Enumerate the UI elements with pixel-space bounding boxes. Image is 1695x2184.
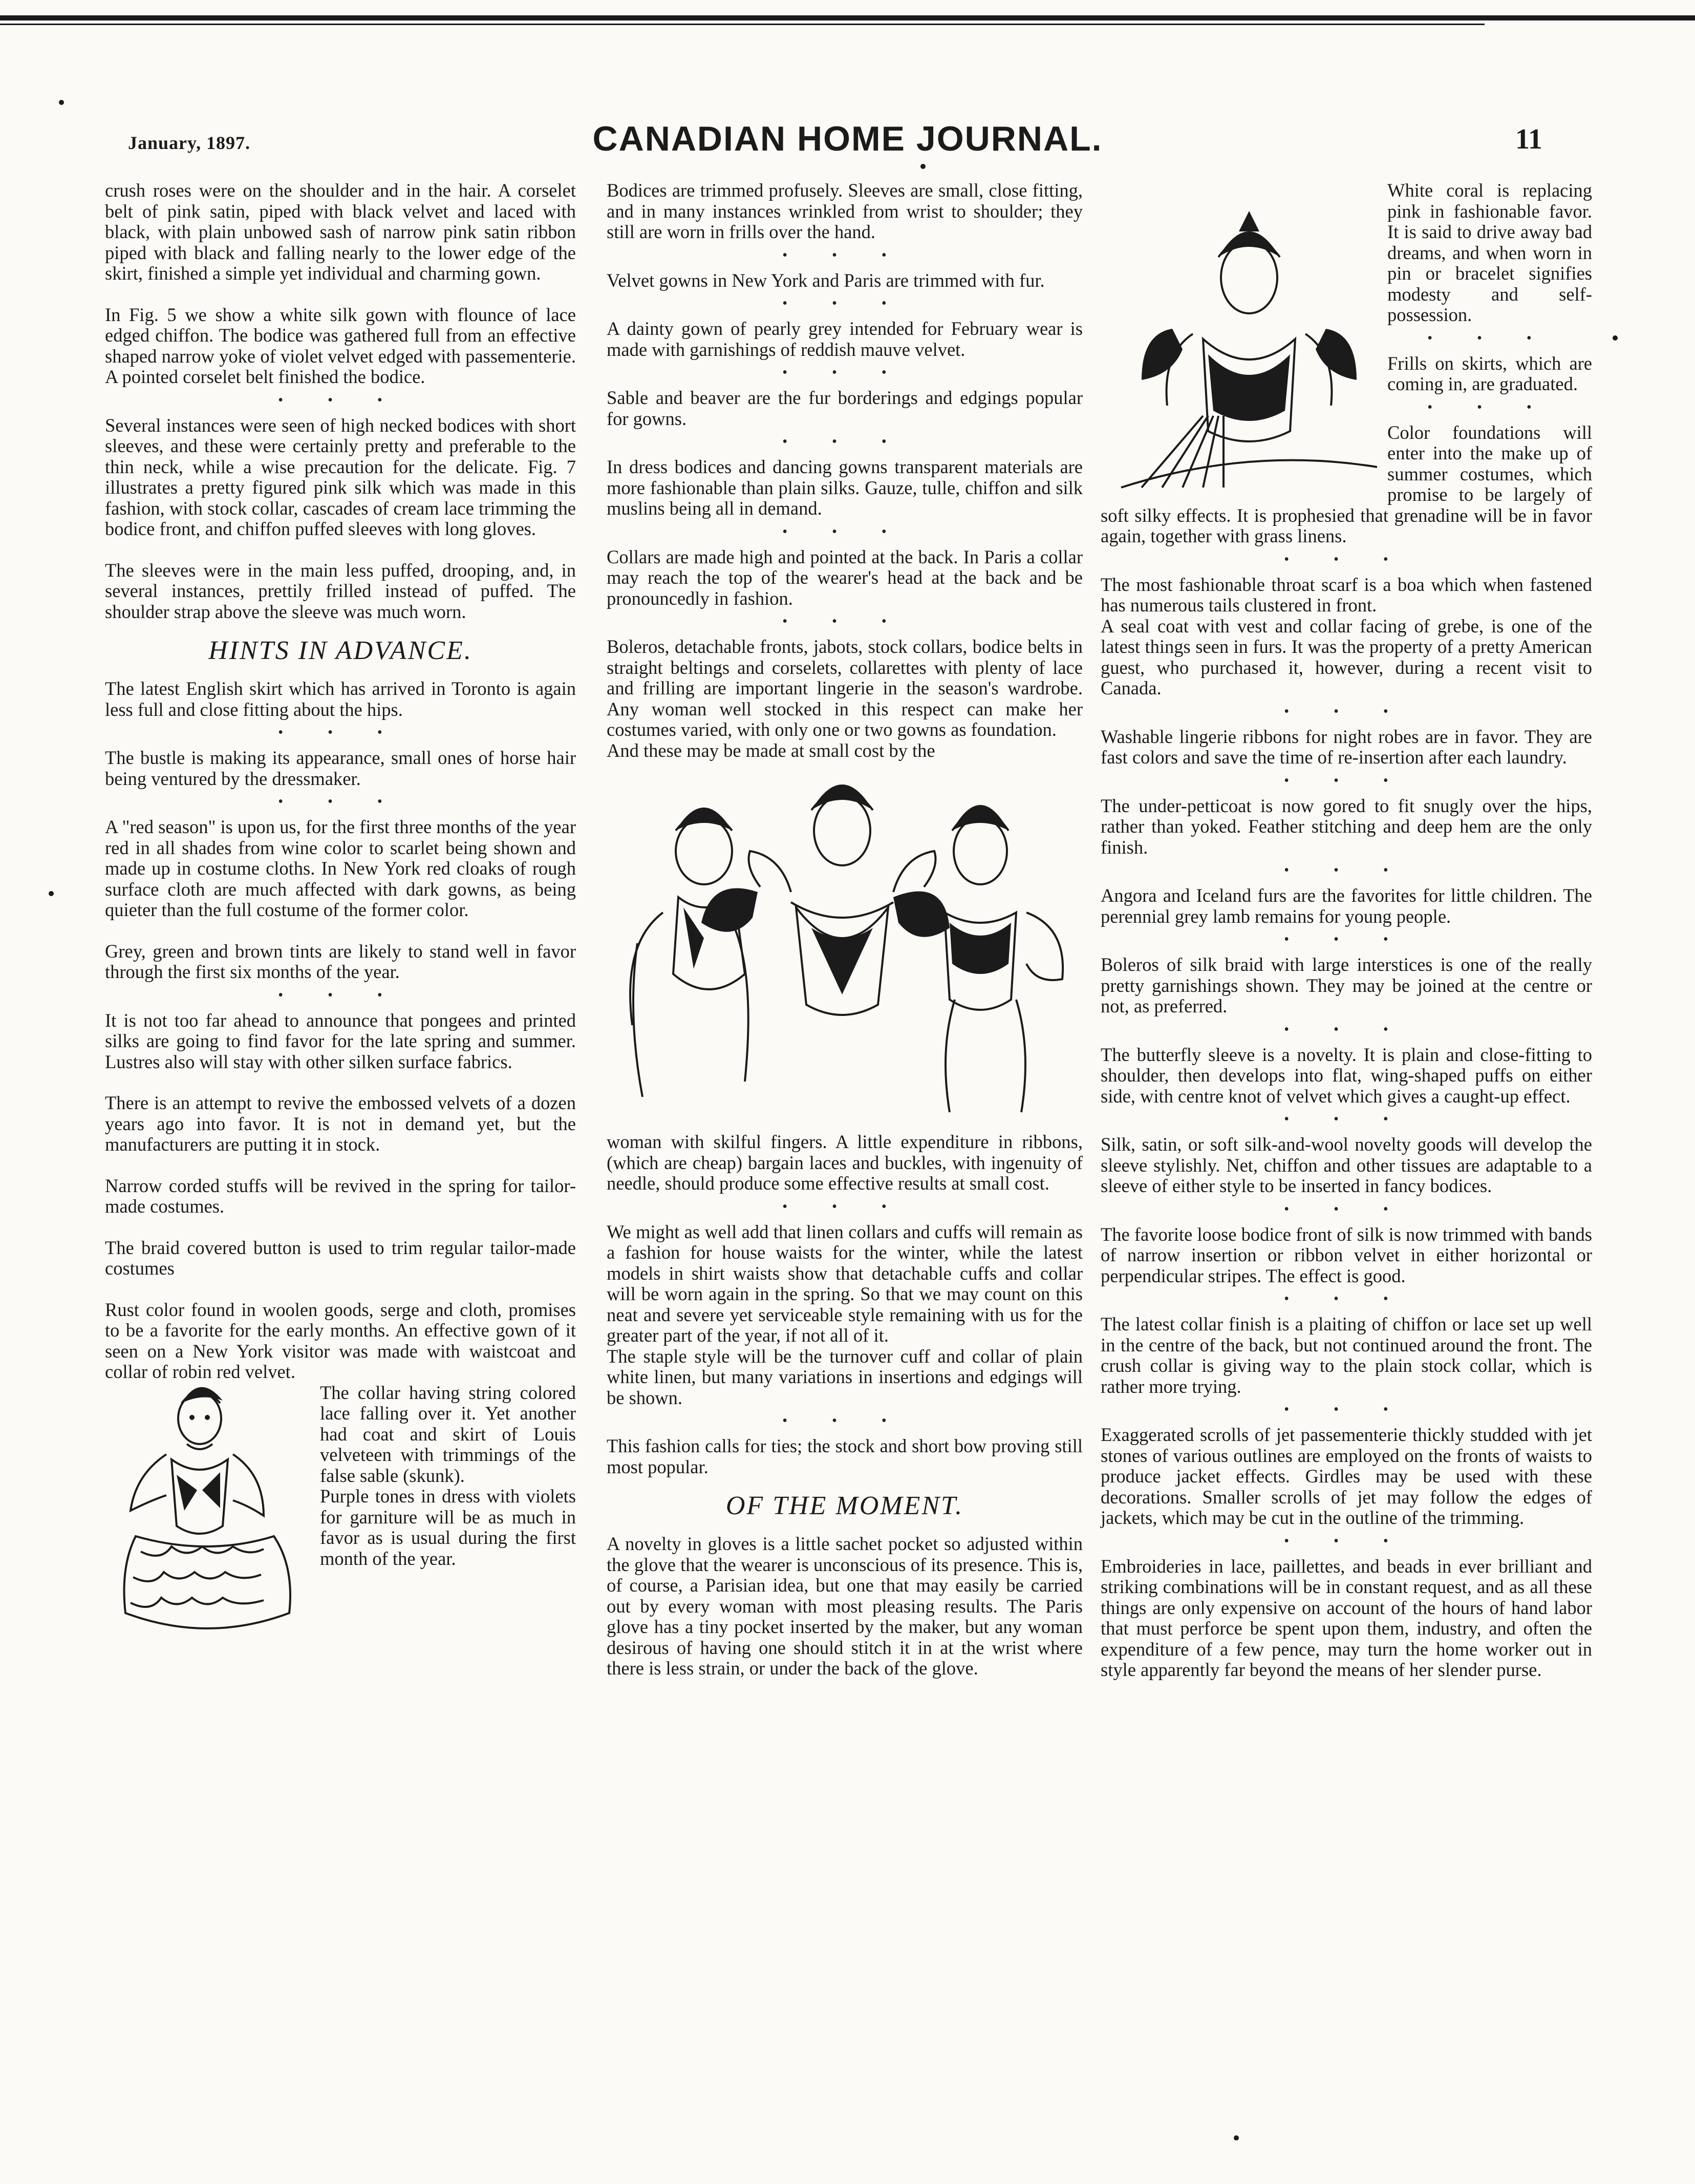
paragraph: The braid covered button is used to trim regular tailor-made costumes — [105, 1237, 576, 1279]
ruffled-gown-illustration — [105, 1383, 310, 1649]
section-heading-hints: HINTS IN ADVANCE. — [208, 636, 473, 665]
paragraph: Frills on skirts, which are coming in, are graduated. — [1387, 352, 1592, 394]
separator-dots: • • • — [782, 523, 907, 540]
column-1 — [105, 180, 576, 1651]
paragraph: Exaggerated scrolls of jet passementerie thickly studded with jet stones of various outlines are employed on the fronts of waists to produce jacket effects. Girdles may be used with these decorations. Smaller scrolls of jet may follow the edges of jackets, which may be cut in the outline of the trimming. — [1101, 1424, 1592, 1528]
paragraph: Boleros, detachable fronts, jabots, stock collars, bodice belts in straight beltings and corselets, collarettes with plenty of lace and frilling are important lingerie in the season's wardrobe. Any woman well stocked in this respect can make her costumes varied, with only one or two gowns as foundation. — [607, 636, 1083, 740]
paragraph: Color foundations will enter into the make up of summer costumes, which promise to be largely of soft silky effects. It is prophesied that grenadine will be in favor again, together with grass linens. — [1101, 421, 1592, 546]
separator-dots: • • • — [1284, 1533, 1409, 1549]
scan-speck — [1613, 335, 1618, 341]
separator-dots: • • • — [1284, 772, 1409, 789]
three-ladies-illustration — [607, 774, 1083, 1122]
issue-date: January, 1897. — [128, 133, 251, 153]
separator-dots: • • • — [782, 295, 907, 311]
paragraph: We might as well add that linen collars and cuffs will remain as a fashion for house waists for the winter, while the latest models in shirt waists show that detachable cuffs and collar will be worn again in the spring. So that we may count on this neat and severe yet serviceable style remaining with us for the greater part of the year, if not all of it. — [607, 1221, 1083, 1346]
paragraph: The sleeves were in the main less puffed, drooping, and, in several instances, prettily frilled instead of puffed. The shoulder strap above the sleeve was much worn. — [105, 559, 576, 622]
scan-speck — [49, 891, 54, 896]
paragraph: White coral is replacing pink in fashionable favor. It is said to drive away bad dreams, and when worn in pin or bracelet signifies modesty and self-possession. — [1387, 180, 1592, 325]
paragraph: Silk, satin, or soft silk-and-wool novelty goods will develop the sleeve stylishly. Net, chiffon and other tissues are adaptable to a sleeve of either style to be inserted in fancy bodices. — [1101, 1134, 1592, 1196]
separator-dots: • • • — [1284, 703, 1409, 719]
paragraph: The latest English skirt which has arrived in Toronto is again less full and close fitting about the hips. — [105, 678, 576, 720]
paragraph: woman with skilful fingers. A little expenditure in ribbons, (which are cheap) bargain laces and buckles, with ingenuity of needle, should produce some effective results at small cost. — [607, 1131, 1083, 1194]
separator-dots: • • • — [278, 987, 403, 1003]
separator-dots: • • • — [1427, 330, 1552, 346]
paragraph: The butterfly sleeve is a novelty. It is plain and close-fitting to shoulder, then develops into flat, wing-shaped puffs on either side, with centre knot of velvet which gives a caught-up effect. — [1101, 1044, 1592, 1107]
paragraph: Collars are made high and pointed at the back. In Paris a collar may reach the top of the wearer's head at the back and be pronouncedly in fashion. — [607, 546, 1083, 609]
paragraph: A "red season" is upon us, for the first three months of the year red in all shades from wine color to scarlet being shown and made up in costume cloths. In New York red cloaks of rough surface cloth are much affected with dark gowns, as being quieter than the full costume of the former color. — [105, 816, 576, 920]
lady-with-fan-illustration — [1101, 201, 1377, 498]
scan-speck — [920, 164, 926, 169]
paragraph: crush roses were on the shoulder and in the hair. A corselet belt of pink satin, piped with black velvet and laced with black, with plain unbowed sash of narrow pink satin ribbon piped with black and falling nearly to the lower edge of the skirt, finished a simple yet individual and charming gown. — [105, 180, 576, 284]
separator-dots: • • • — [782, 613, 907, 629]
paragraph: The latest collar finish is a plaiting of chiffon or lace set up well in the centre of the back, but not continued around the front. The crush collar is giving way to the plain stock collar, which is rather more trying. — [1101, 1313, 1592, 1397]
paragraph: Rust color found in woolen goods, serge and cloth, promises to be a favorite for the early months. An effective gown of it seen on a New York visitor was made with waistcoat and collar of robin red velvet. — [105, 1299, 576, 1382]
separator-dots: • • • — [782, 365, 907, 380]
paragraph: A seal coat with vest and collar facing of grebe, is one of the latest things seen in furs. It was the property of a pretty American guest, who purchased it, however, during a recent visit to Canada. — [1101, 615, 1592, 698]
separator-dots: • • • — [1284, 551, 1409, 567]
paragraph: The staple style will be the turnover cuff and collar of plain white linen, but many variations in insertions and edgings will be shown. — [607, 1345, 1083, 1408]
paragraph: Purple tones in dress with violets for garniture will be as much in favor as is usual during the first month of the year. — [320, 1486, 576, 1569]
column-3 — [1101, 180, 1592, 1681]
separator-dots: • • • — [1284, 862, 1409, 878]
separator-dots: • • • — [782, 1413, 907, 1429]
paragraph: The favorite loose bodice front of silk is now trimmed with bands of narrow insertion or ribbon velvet in either horizontal or perpendicular stripes. The effect is good. — [1101, 1223, 1592, 1286]
paragraph: Narrow corded stuffs will be revived in the spring for tailor-made costumes. — [105, 1175, 576, 1217]
separator-dots: • • • — [1284, 1291, 1409, 1307]
paragraph: Boleros of silk braid with large interstices is one of the really pretty garnishings shown. They may be joined at the centre or not, as preferred. — [1101, 954, 1592, 1016]
paragraph: In dress bodices and dancing gowns transparent materials are more fashionable than plain silks. Gauze, tulle, chiffon and silk muslins being all in demand. — [607, 456, 1083, 519]
paragraph: The most fashionable throat scarf is a boa which when fastened has numerous tails clustered in front. — [1101, 574, 1592, 616]
separator-dots: • • • — [782, 434, 907, 450]
paragraph: The collar having string colored lace falling over it. Yet another had coat and skirt of Louis velveteen with trimmings of the false sable (skunk). — [320, 1382, 576, 1486]
column-2 — [607, 180, 1083, 1679]
paragraph: The under-petticoat is now gored to fit snugly over the hips, rather than yoked. Feather stitching and deep hem are the only finish. — [1101, 795, 1592, 858]
separator-dots: • • • — [1427, 399, 1552, 415]
paragraph: Washable lingerie ribbons for night robes are in favor. They are fast colors and save the time of re-insertion after each laundry. — [1101, 726, 1592, 768]
separator-dots: • • • — [1284, 931, 1409, 947]
scan-speck — [1234, 2135, 1239, 2140]
section-heading-moment: OF THE MOMENT. — [725, 1491, 964, 1520]
separator-dots: • • • — [782, 1198, 907, 1215]
paragraph: Velvet gowns in New York and Paris are trimmed with fur. — [607, 269, 1045, 291]
paragraph: Grey, green and brown tints are likely to stand well in favor through the first six months of the year. — [105, 940, 576, 982]
paragraph: It is not too far ahead to announce that pongees and printed silks are going to find favor for the late spring and summer. Lustres also will stay with other silken surface fabrics. — [105, 1009, 576, 1072]
three-ladies-bodices-icon — [607, 774, 1083, 1122]
paragraph: There is an attempt to revive the embossed velvets of a dozen years ago into favor. It is not in demand yet, but the manufacturers are putting it in stock. — [105, 1092, 576, 1155]
page-number: 11 — [1515, 123, 1542, 155]
lady-with-fan-icon — [1101, 201, 1377, 498]
paragraph: Sable and beaver are the fur borderings and edgings popular for gowns. — [607, 387, 1083, 429]
page-header — [0, 0, 1695, 169]
separator-dots: • • • — [278, 794, 403, 810]
paragraph: This fashion calls for ties; the stock and short bow proving still most popular. — [607, 1435, 1083, 1477]
paragraph: In Fig. 5 we show a white silk gown with flounce of lace edged chiffon. The bodice was gathered full from an effective shaped narrow yoke of violet velvet edged with passementerie. A pointed corselet belt finished the bodice. — [105, 304, 576, 387]
separator-dots: • • • — [1284, 1402, 1409, 1417]
separator-dots: • • • — [1284, 1021, 1409, 1037]
paragraph: A novelty in gloves is a little sachet pocket so adjusted within the glove that the wearer is unconscious of its presence. This is, of course, a Parisian idea, but one that may easily be carried out by every woman with most pleasing results. The Paris glove has a tiny pocket inserted by the maker, but any woman desirous of having one should stitch it in at the wrist where there is less strain, or under the back of the glove. — [607, 1533, 1083, 1679]
separator-dots: • • • — [782, 247, 907, 263]
paragraph: A dainty gown of pearly grey intended for February wear is made with garnishings of reddish mauve velvet. — [607, 318, 1083, 360]
separator-dots: • • • — [278, 725, 403, 740]
paragraph: And these may be made at small cost by the — [607, 739, 935, 761]
scan-speck — [59, 100, 64, 105]
paragraph: Embroideries in lace, paillettes, and beads in ever brilliant and striking combinations will be in constant request, and as all these things are only expensive on account of the hours of hand labor that must perforce be spent upon them, industry, and often the expenditure of a few pence, may turn the home worker out in style apparently far beyond the means of her slender purse. — [1101, 1555, 1592, 1680]
paragraph: Several instances were seen of high necked bodices with short sleeves, and these were certainly pretty and preferable to the thin neck, while a wise precaution for the delicate. Fig. 7 illustrates a pretty figured pink silk which was made in this fashion, with stock collar, cascades of cream lace trimming the bodice front, and chiffon puffed sleeves with long gloves. — [105, 414, 576, 539]
ruffled-gown-figure-icon — [105, 1383, 310, 1649]
paragraph: Bodices are trimmed profusely. Sleeves are small, close fitting, and in many instances wrinkled from wrist to shoulder; they still are worn in frills over the hand. — [607, 180, 1083, 242]
paragraph: The bustle is making its appearance, small ones of horse hair being ventured by the dressmaker. — [105, 747, 576, 789]
journal-title: CANADIAN HOME JOURNAL. — [592, 119, 1103, 158]
paragraph: Angora and Iceland furs are the favorites for little children. The perennial grey lamb remains for young people. — [1101, 885, 1592, 927]
separator-dots: • • • — [278, 392, 403, 408]
separator-dots: • • • — [1284, 1201, 1409, 1217]
separator-dots: • • • — [1284, 1111, 1409, 1127]
